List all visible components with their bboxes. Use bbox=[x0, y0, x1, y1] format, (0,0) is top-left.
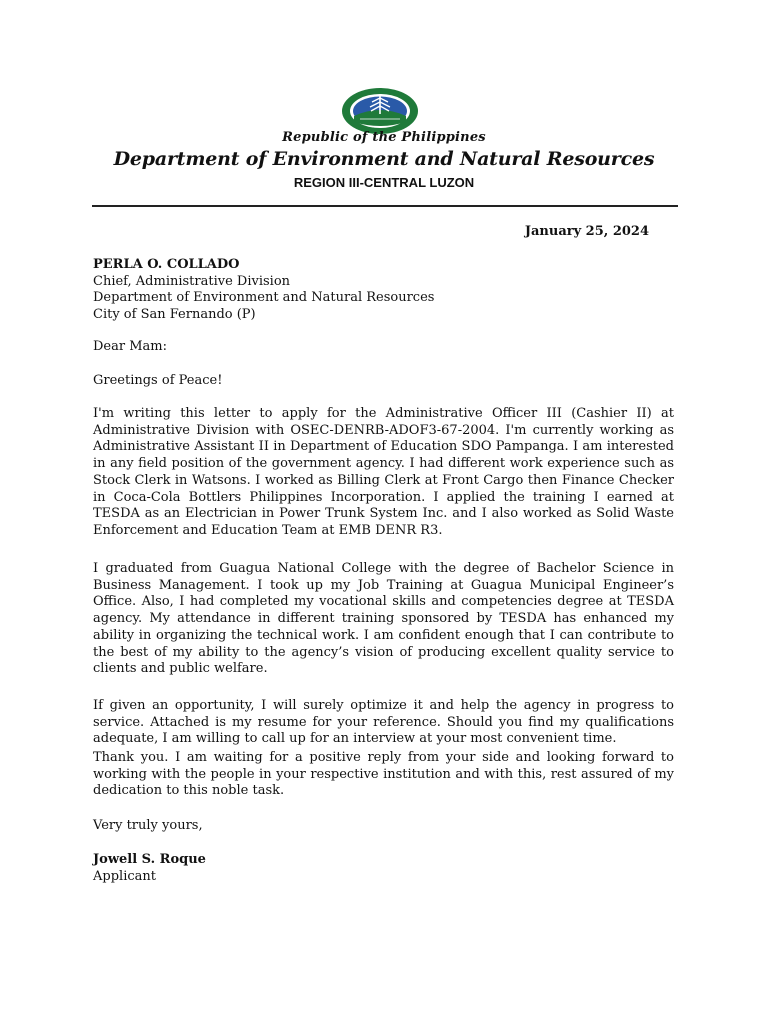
department-heading: Department of Environment and Natural Resources bbox=[113, 148, 655, 170]
denr-seal-icon bbox=[340, 86, 420, 136]
paragraph-experience: I'm writing this letter to apply for the Administrative Officer III (Cashier II) at Administrative Division with OSEC-DENRB-ADOF3-67-2004. I'm currently working as Administrative Assistant II in Department of Education SDO Pampanga. I am interested in any field position of the government agency. I had different work experience such as Stock Clerk in Watsons. I worked as Billing Clerk at Front Cargo then Finance Checker in Coca-Cola Bottlers Philippines Incorporation. I applied the training I earned at TESDA as an Electrician in Power Trunk System Inc. and I also worked as Solid Waste Enforcement and Education Team at EMB DENR R3. bbox=[93, 406, 674, 538]
signatory-name: Jowell S. Roque bbox=[93, 852, 206, 867]
recipient-block bbox=[93, 257, 674, 324]
recipient-title: Chief, Administrative Division bbox=[93, 273, 291, 289]
paragraph-thanks: Thank you. I am waiting for a positive reply from your side and looking forward to working with the people in your respective institution and with this, rest assured of my dedication to this noble task. bbox=[93, 750, 674, 799]
salutation: Dear Mam: bbox=[93, 339, 167, 354]
republic-heading: Republic of the Philippines bbox=[282, 130, 486, 145]
recipient-office: Department of Environment and Natural Resources bbox=[93, 290, 435, 306]
recipient-name: PERLA O. COLLADO bbox=[93, 257, 240, 272]
paragraph-opportunity: If given an opportunity, I will surely optimize it and help the agency in progress to service. Attached is my resume for your reference. Should you find my qualifications adequate, I am willing to call up for an interview at your most convenient time. bbox=[93, 698, 674, 747]
region-heading: REGION III-CENTRAL LUZON bbox=[293, 175, 475, 190]
letter-date: January 25, 2024 bbox=[524, 224, 649, 239]
greeting: Greetings of Peace! bbox=[93, 373, 223, 388]
header-divider bbox=[92, 205, 678, 207]
paragraph-education: I graduated from Guagua National College with the degree of Bachelor Science in Business Management. I took up my Job Training at Guagua Municipal Engineer’s Office. Also, I had completed my vocational skills and competencies degree at TESDA agency. My attendance in different training sponsored by TESDA has enhanced my ability in organizing the technical work. I am confident enough that I can contribute to the best of my ability to the agency’s vision of producing excellent quality service to clients and public welfare. bbox=[93, 561, 674, 677]
closing: Very truly yours, bbox=[93, 818, 203, 833]
recipient-city: City of San Fernando (P) bbox=[93, 307, 256, 323]
signatory-title: Applicant bbox=[93, 869, 156, 884]
